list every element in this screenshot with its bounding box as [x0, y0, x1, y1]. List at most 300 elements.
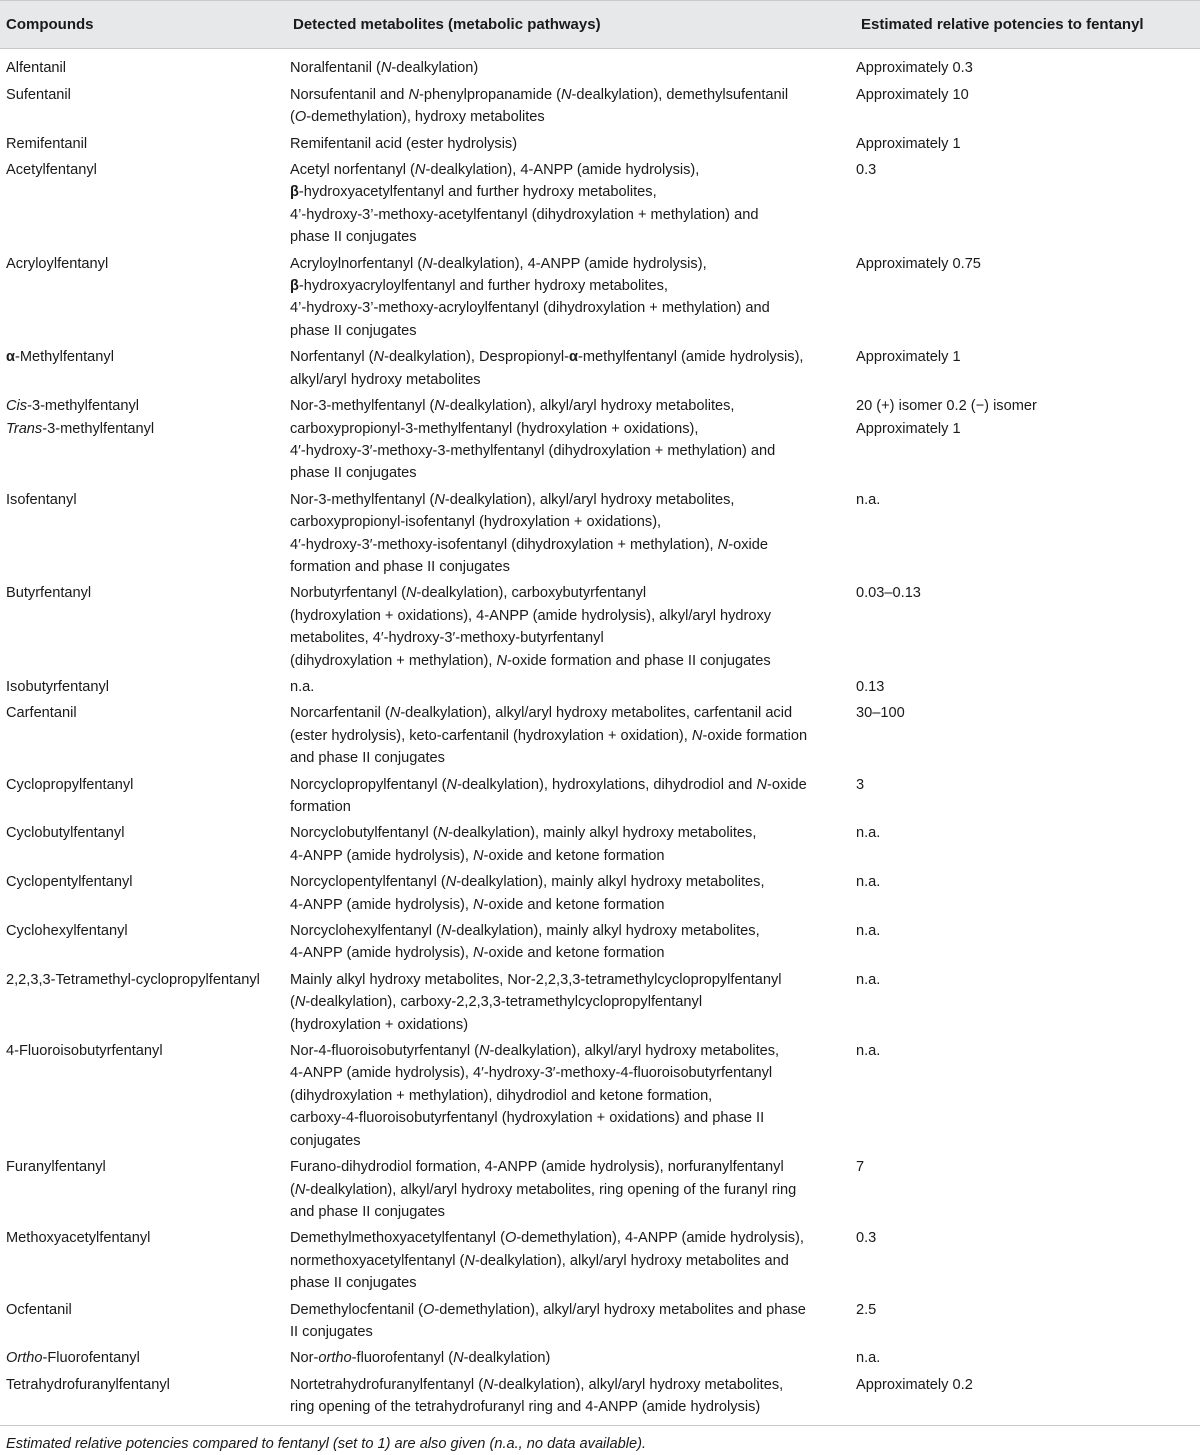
text-run: N [414, 162, 426, 179]
compound-cell [0, 344, 287, 393]
cell-line [856, 676, 1200, 698]
text-run: N [717, 536, 729, 553]
cell-line [290, 920, 855, 942]
text-run: Butyrfentanyl [6, 585, 92, 602]
text-run: -oxide and ketone formation [483, 945, 665, 962]
compound-cell [0, 1297, 287, 1346]
text-run: 4′-hydroxy-3′-methoxy-isofentanyl (dihydroxylation + methylation), [290, 536, 718, 553]
cell-line [290, 106, 855, 128]
metabolites-cell [287, 49, 855, 82]
metabolites-cell [287, 772, 855, 821]
cell-line [290, 534, 855, 556]
text-run: (hydroxylation + oxidations), 4-ANPP (amide hydrolysis), alkyl/aryl hydroxy [290, 607, 772, 624]
text-run: 0.3 [856, 162, 877, 179]
text-run: N [422, 255, 433, 272]
text-run: 2,2,3,3-Tetramethyl-cyclopropylfentanyl [6, 971, 260, 988]
cell-line [6, 418, 287, 440]
potency-cell [855, 772, 1200, 821]
compound-cell [0, 772, 287, 821]
cell-line [290, 1014, 855, 1036]
text-run: 4-ANPP (amide hydrolysis), [290, 847, 474, 864]
text-run: -dealkylation), 4-ANPP (amide hydrolysis), [432, 255, 707, 272]
text-run: 4’-hydroxy-3’-methoxy-acetylfentanyl (dihydroxylation + methylation) and [290, 206, 759, 223]
text-run: Mainly alkyl hydroxy metabolites, Nor-2,2,3,3-tetramethylcyclopropylfentanyl [290, 971, 782, 988]
text-run: ( [290, 994, 295, 1011]
metabolites-cell [287, 82, 855, 131]
potency-cell [855, 1038, 1200, 1154]
text-run: 0.3 [856, 1230, 877, 1247]
text-run: -dealkylation), mainly alkyl hydroxy metabolites, [448, 825, 757, 842]
text-run: Norcyclopentylfentanyl ( [290, 874, 446, 891]
cell-line [290, 489, 855, 511]
text-run: Noralfentanil ( [290, 60, 381, 77]
text-run: phase II conjugates [290, 322, 417, 339]
metabolites-cell [287, 1225, 855, 1296]
cell-line [6, 582, 287, 604]
cell-line [6, 969, 287, 991]
text-run: -3-methylfentanyl [42, 420, 155, 437]
metabolites-cell [287, 967, 855, 1038]
cell-line [290, 822, 855, 844]
cell-line [290, 395, 855, 417]
text-run: -oxide formation and phase II conjugates [506, 652, 771, 669]
text-run: N [373, 349, 385, 366]
potency-cell [855, 918, 1200, 967]
cell-line [6, 676, 287, 698]
text-run: Approximately 0.75 [856, 255, 981, 272]
text-run: n.a. [856, 825, 881, 842]
compound-cell [0, 580, 287, 674]
text-run: Approximately 1 [856, 135, 961, 152]
cell-line [290, 1374, 855, 1396]
text-run: -dealkylation), carboxy-2,2,3,3-tetramethylcyclopropylfentanyl [305, 994, 703, 1011]
text-run: -dealkylation), carboxybutyrfentanyl [416, 585, 647, 602]
cell-line [290, 511, 855, 533]
text-run: (ester hydrolysis), keto-carfentanil (hydroxylation + oxidation), [290, 727, 692, 744]
table-row [0, 869, 1200, 918]
potency-cell [855, 700, 1200, 771]
potency-cell [855, 157, 1200, 251]
metabolites-cell [287, 251, 855, 345]
text-run: and phase II conjugates [290, 750, 445, 767]
text-run: n.a. [856, 971, 881, 988]
compound-cell [0, 1225, 287, 1296]
potency-cell [855, 820, 1200, 869]
table-row [0, 487, 1200, 581]
text-run: Ocfentanil [6, 1301, 72, 1318]
text-run: n.a. [856, 491, 881, 508]
compound-cell [0, 49, 287, 82]
cell-line [6, 1156, 287, 1178]
cell-line [6, 822, 287, 844]
text-run: ( [290, 1181, 295, 1198]
text-run: N [496, 652, 507, 669]
cell-line [290, 796, 855, 818]
compound-cell [0, 1154, 287, 1225]
text-run: -dealkylation), alkyl/aryl hydroxy metabolites, [489, 1043, 780, 1060]
cell-line [856, 1374, 1200, 1396]
cell-line [290, 1130, 855, 1152]
text-run: -dealkylation) [391, 60, 479, 77]
cell-line [290, 1201, 855, 1223]
cell-line [290, 871, 855, 893]
text-run: phase II conjugates [290, 1275, 417, 1292]
potency-cell [855, 674, 1200, 700]
text-run: n.a. [856, 1350, 881, 1367]
text-run: N [434, 398, 445, 415]
cell-line [6, 133, 287, 155]
cell-line [290, 320, 855, 342]
table-row [0, 1297, 1200, 1346]
cell-line [856, 582, 1200, 604]
text-run: N [473, 945, 484, 962]
table-row [0, 918, 1200, 967]
compound-cell [0, 918, 287, 967]
potency-cell [855, 49, 1200, 82]
text-run: phase II conjugates [290, 229, 417, 246]
table-row [0, 82, 1200, 131]
cell-line [290, 1321, 855, 1343]
text-run: Acryloylnorfentanyl ( [290, 255, 423, 272]
text-run: ortho [318, 1350, 352, 1367]
text-run: Ortho [6, 1350, 43, 1367]
text-run: N [560, 86, 572, 103]
text-run: -Methylfentanyl [14, 349, 114, 366]
table-row [0, 700, 1200, 771]
text-run: -dealkylation), demethylsufentanil [571, 86, 789, 103]
metabolites-cell [287, 580, 855, 674]
metabolites-cell [287, 820, 855, 869]
text-run: 7 [856, 1159, 865, 1176]
cell-line [290, 894, 855, 916]
cell-line [290, 84, 855, 106]
text-run: Demethylocfentanil ( [290, 1301, 424, 1318]
potency-cell [855, 344, 1200, 393]
cell-line [856, 1227, 1200, 1249]
text-run: normethoxyacetylfentanyl ( [290, 1252, 465, 1269]
cell-line [290, 1085, 855, 1107]
compound-cell [0, 487, 287, 581]
text-run: conjugates [290, 1132, 361, 1149]
text-run: 0.13 [856, 678, 885, 695]
cell-line [290, 462, 855, 484]
text-run: carboxypropionyl-3-methylfentanyl (hydroxylation + oxidations), [290, 420, 699, 437]
text-run: Acryloylfentanyl [6, 255, 109, 272]
text-run: Isobutyrfentanyl [6, 678, 110, 695]
text-run: O [423, 1301, 435, 1318]
table-row [0, 1038, 1200, 1154]
cell-line [290, 1179, 855, 1201]
text-run: -dealkylation) [463, 1350, 551, 1367]
cell-line [6, 395, 287, 417]
cell-line [290, 702, 855, 724]
text-run: Approximately 1 [856, 349, 961, 366]
text-run: α [569, 349, 579, 366]
cell-line [856, 774, 1200, 796]
text-run: N [473, 847, 484, 864]
cell-line [856, 84, 1200, 106]
text-run: Nortetrahydrofuranylfentanyl ( [290, 1376, 484, 1393]
compound-cell [0, 82, 287, 131]
text-run: Norcarfentanil ( [290, 705, 390, 722]
text-run: Trans [6, 420, 43, 437]
cell-line [856, 253, 1200, 275]
text-run: Cyclopropylfentanyl [6, 776, 134, 793]
cell-line [290, 1156, 855, 1178]
table-row [0, 1372, 1200, 1425]
text-run: (dihydroxylation + methylation), dihydrodiol and ketone formation, [290, 1087, 713, 1104]
text-run: Tetrahydrofuranylfentanyl [6, 1376, 170, 1393]
text-run: ring opening of the tetrahydrofuranyl ring and 4-ANPP (amide hydrolysis) [290, 1399, 761, 1416]
compound-cell [0, 869, 287, 918]
text-run: O [504, 1230, 517, 1247]
compound-cell [0, 251, 287, 345]
text-run: N [406, 585, 417, 602]
text-run: metabolites, 4′-hydroxy-3′-methoxy-butyrfentanyl [290, 630, 604, 647]
text-run: -dealkylation), alkyl/aryl hydroxy metabolites, carfentanil acid [400, 705, 793, 722]
text-run: Nor-3-methylfentanyl ( [290, 398, 435, 415]
compound-cell [0, 967, 287, 1038]
text-run: n.a. [856, 874, 881, 891]
metabolites-cell [287, 918, 855, 967]
text-run: N [453, 1350, 464, 1367]
text-run: N [464, 1252, 475, 1269]
text-run: Acetylfentanyl [6, 162, 97, 179]
text-run: N [445, 874, 457, 891]
metabolites-cell [287, 1297, 855, 1346]
table-row [0, 251, 1200, 345]
cell-line [290, 253, 855, 275]
cell-line [290, 369, 855, 391]
cell-line [290, 1347, 855, 1369]
cell-line [290, 440, 855, 462]
text-run: N [294, 1181, 306, 1198]
text-run: Nor-4-fluoroisobutyrfentanyl ( [290, 1043, 479, 1060]
cell-line [290, 650, 855, 672]
cell-line [856, 920, 1200, 942]
text-run: Isofentanyl [6, 491, 77, 508]
cell-line [290, 159, 855, 181]
cell-line [290, 627, 855, 649]
metabolites-cell [287, 674, 855, 700]
cell-line [856, 489, 1200, 511]
potency-cell [855, 869, 1200, 918]
cell-line [6, 1040, 287, 1062]
text-run: carboxypropionyl-isofentanyl (hydroxylation + oxidations), [290, 514, 662, 531]
table-row [0, 1154, 1200, 1225]
text-run: 4′-hydroxy-3′-methoxy-3-methylfentanyl (dihydroxylation + methylation) and [290, 442, 776, 459]
metabolites-cell [287, 1372, 855, 1425]
text-run: N [440, 923, 452, 940]
potency-cell [855, 251, 1200, 345]
text-run: -dealkylation), mainly alkyl hydroxy metabolites, [451, 923, 760, 940]
text-run: -dealkylation), alkyl/aryl hydroxy metabolites and [474, 1252, 789, 1269]
cell-line [290, 1272, 855, 1294]
cell-line [290, 582, 855, 604]
cell-line [6, 1299, 287, 1321]
cell-line [290, 969, 855, 991]
compound-cell [0, 700, 287, 771]
text-run: -demethylation), alkyl/aryl hydroxy metabolites and phase [434, 1301, 806, 1318]
text-run: N [408, 86, 419, 103]
cell-line [290, 297, 855, 319]
cell-line [290, 1107, 855, 1129]
text-run: Remifentanil [6, 135, 88, 152]
text-run: Remifentanil acid (ester hydrolysis) [290, 135, 518, 152]
text-run: 4-Fluoroisobutyrfentanyl [6, 1043, 163, 1060]
compound-cell [0, 1372, 287, 1425]
potency-cell [855, 1372, 1200, 1425]
text-run: II conjugates [290, 1323, 373, 1340]
text-run: β [290, 184, 299, 201]
cell-line [856, 346, 1200, 368]
text-run: Norsufentanil and [290, 86, 409, 103]
text-run: Cyclohexylfentanyl [6, 923, 128, 940]
cell-line [290, 747, 855, 769]
text-run: 0.03–0.13 [856, 585, 921, 602]
cell-line [6, 871, 287, 893]
text-run: Cyclobutylfentanyl [6, 825, 125, 842]
text-run: n.a. [290, 678, 315, 695]
text-run: formation and phase II conjugates [290, 558, 510, 575]
cell-line [856, 1347, 1200, 1369]
cell-line [290, 676, 855, 698]
potency-cell [855, 1345, 1200, 1371]
cell-line [290, 845, 855, 867]
text-run: -dealkylation), Despropionyl- [384, 349, 570, 366]
potency-cell [855, 487, 1200, 581]
cell-line [290, 226, 855, 248]
text-run: -demethylation), 4-ANPP (amide hydrolysis), [516, 1230, 804, 1247]
table-row [0, 131, 1200, 157]
cell-line [856, 871, 1200, 893]
metabolites-cell [287, 1038, 855, 1154]
text-run: Norfentanyl ( [290, 349, 374, 366]
text-run: Nor-3-methylfentanyl ( [290, 491, 435, 508]
cell-line [290, 204, 855, 226]
text-run: Approximately 0.3 [856, 60, 973, 77]
cell-line [856, 1156, 1200, 1178]
cell-line [6, 920, 287, 942]
text-run: N [389, 705, 401, 722]
table-footnote: Estimated relative potencies compared to fentanyl (set to 1) are also given (n.a., no data available). [6, 1435, 647, 1452]
text-run: 4-ANPP (amide hydrolysis), [290, 896, 474, 913]
metabolites-cell [287, 157, 855, 251]
text-run: β [290, 278, 299, 295]
text-run: -oxide [728, 536, 768, 553]
potency-cell [855, 131, 1200, 157]
table-body [0, 49, 1200, 1425]
cell-line [290, 1040, 855, 1062]
text-run: and phase II conjugates [290, 1203, 445, 1220]
text-run: n.a. [856, 923, 881, 940]
text-run: carboxy-4-fluoroisobutyrfentanyl (hydroxylation + oxidations) and phase II [290, 1110, 765, 1127]
text-run: -dealkylation), mainly alkyl hydroxy metabolites, [456, 874, 765, 891]
table-row [0, 49, 1200, 82]
text-run: N [380, 60, 392, 77]
text-run: Methoxyacetylfentanyl [6, 1230, 151, 1247]
cell-line [856, 159, 1200, 181]
text-run: -3-methylfentanyl [27, 398, 140, 415]
compound-cell [0, 131, 287, 157]
table-row [0, 674, 1200, 700]
header-metabolites: Detected metabolites (metabolic pathways) [287, 1, 855, 49]
text-run: O [294, 109, 307, 126]
cell-line [6, 84, 287, 106]
table-row [0, 1225, 1200, 1296]
table-row [0, 393, 1200, 487]
text-run: 4-ANPP (amide hydrolysis), 4′-hydroxy-3′-methoxy-4-fluoroisobutyrfentanyl [290, 1065, 773, 1082]
text-run: -dealkylation), alkyl/aryl hydroxy metabolites, [444, 398, 735, 415]
cell-line [6, 489, 287, 511]
cell-line [856, 1299, 1200, 1321]
text-run: 4’-hydroxy-3’-methoxy-acryloylfentanyl (dihydroxylation + methylation) and [290, 300, 770, 317]
cell-line [290, 556, 855, 578]
text-run: Carfentanil [6, 705, 77, 722]
text-run: Norcyclopropylfentanyl ( [290, 776, 447, 793]
text-run: N [756, 776, 767, 793]
table-row [0, 580, 1200, 674]
text-run: -dealkylation), 4-ANPP (amide hydrolysis), [425, 162, 700, 179]
text-run: -oxide and ketone formation [483, 896, 665, 913]
metabolites-cell [287, 393, 855, 487]
potency-cell [855, 967, 1200, 1038]
text-run: Norcyclohexylfentanyl ( [290, 923, 441, 940]
cell-line [6, 159, 287, 181]
text-run: 20 (+) isomer 0.2 (−) isomer [856, 398, 1037, 415]
text-run: Furano-dihydrodiol formation, 4-ANPP (amide hydrolysis), norfuranylfentanyl [290, 1159, 784, 1176]
text-run: 2.5 [856, 1301, 877, 1318]
metabolites-cell [287, 131, 855, 157]
cell-line [290, 1396, 855, 1418]
cell-line [290, 725, 855, 747]
cell-line [6, 253, 287, 275]
cell-line [290, 991, 855, 1013]
text-run: -hydroxyacryloylfentanyl and further hydroxy metabolites, [298, 278, 668, 295]
metabolites-cell [287, 344, 855, 393]
text-run: Sufentanil [6, 86, 71, 103]
text-run: Norbutyrfentanyl ( [290, 585, 406, 602]
cell-line [6, 1227, 287, 1249]
text-run: -demethylation), hydroxy metabolites [306, 109, 545, 126]
cell-line [856, 133, 1200, 155]
text-run: (hydroxylation + oxidations) [290, 1016, 469, 1033]
text-run: -oxide [766, 776, 807, 793]
cell-line [290, 57, 855, 79]
text-run: -dealkylation), alkyl/aryl hydroxy metabolites, ring opening of the furanyl ring [305, 1181, 797, 1198]
text-run: Furanylfentanyl [6, 1159, 106, 1176]
compound-cell [0, 393, 287, 487]
cell-line [856, 395, 1200, 417]
text-run: -oxide and ketone formation [483, 847, 665, 864]
header-row [0, 1, 1200, 49]
metabolites-cell [287, 869, 855, 918]
cell-line [856, 969, 1200, 991]
cell-line [856, 1040, 1200, 1062]
text-run: N [691, 727, 703, 744]
cell-line [290, 942, 855, 964]
text-run: N [479, 1043, 490, 1060]
text-run: Alfentanil [6, 60, 67, 77]
text-run: -phenylpropanamide ( [419, 86, 561, 103]
text-run: -dealkylation), alkyl/aryl hydroxy metabolites, [493, 1376, 784, 1393]
text-run: formation [290, 799, 351, 815]
potency-cell [855, 82, 1200, 131]
table-row [0, 157, 1200, 251]
text-run: N [473, 896, 484, 913]
cell-line [290, 133, 855, 155]
cell-line [290, 1299, 855, 1321]
